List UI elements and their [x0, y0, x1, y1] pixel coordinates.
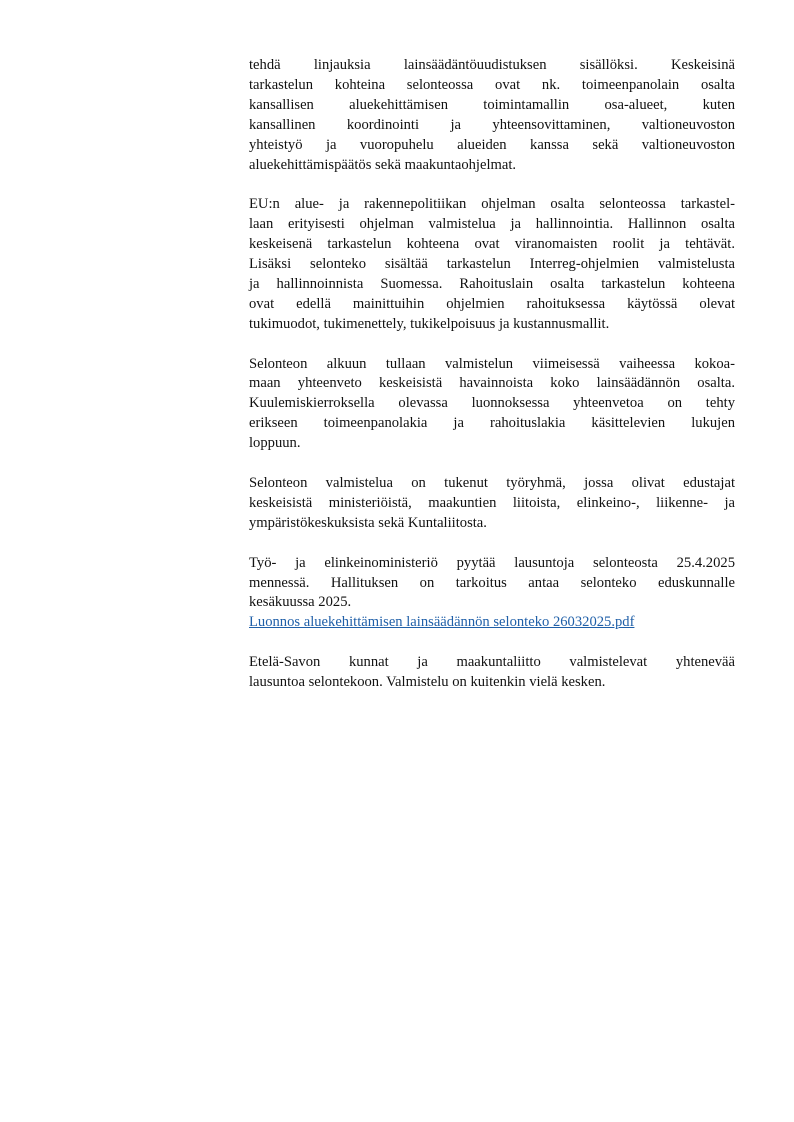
text-line: erikseen toimeenpanolakia ja rahoituslakia käsittelevien lukujen	[249, 415, 735, 432]
text-line: ja hallinnoinnista Suomessa. Rahoituslain osalta tarkastelun kohteena	[249, 275, 735, 292]
document-body	[249, 56, 735, 713]
text-line: Lisäksi selonteko sisältää tarkastelun Interreg-ohjelmien valmistelusta	[249, 256, 735, 273]
text-line: ympäristökeskuksista sekä Kuntaliitosta.	[249, 514, 487, 531]
text-line: keskeisenä tarkastelun kohteena ovat viranomaisten roolit ja tehtävät.	[249, 236, 735, 253]
text-line: tehdä linjauksia lainsäädäntöuudistuksen sisällöksi. Keskeisinä	[249, 57, 735, 73]
text-line: ovat edellä mainittuihin ohjelmien rahoituksessa käytössä olevat	[249, 295, 735, 312]
text-line: Selonteon alkuun tullaan valmistelun viimeisessä vaiheessa kokoa-	[249, 355, 735, 372]
paragraph-consultation	[249, 554, 735, 634]
draft-report-pdf-link[interactable]: Luonnos aluekehittämisen lainsäädännön selonteko 26032025.pdf	[249, 614, 635, 631]
text-line: maan yhteenveto keskeisistä havainnoista koko lainsäädännön osalta.	[249, 375, 735, 392]
text-line: yhteistyö ja vuoropuhelu alueiden kanssa sekä valtioneuvoston	[249, 136, 735, 153]
text-line: tukimuodot, tukimenettely, tukikelpoisuus ja kustannusmallit.	[249, 315, 610, 332]
text-line: Etelä-Savon kunnat ja maakuntaliitto valmistelevat yhtenevää	[249, 654, 735, 671]
paragraph-summary	[249, 355, 735, 455]
paragraph-policy-scope	[249, 56, 735, 175]
text-line: kansallisen aluekehittämisen toimintamallin osa-alueet, kuten	[249, 96, 735, 113]
paragraph-eu-programme	[249, 195, 735, 334]
paragraph-statement	[249, 653, 735, 693]
paragraph-working-group	[249, 474, 735, 534]
text-line: keskeisistä ministeriöistä, maakuntien liitoista, elinkeino-, liikenne- ja	[249, 494, 735, 511]
text-line: tarkastelun kohteina selonteossa ovat nk. toimeenpanolain osalta	[249, 76, 735, 93]
text-line: aluekehittämispäätös sekä maakuntaohjelmat.	[249, 156, 517, 173]
text-line: EU:n alue- ja rakennepolitiikan ohjelman osalta selonteossa tarkastel-	[249, 196, 735, 213]
text-line: mennessä. Hallituksen on tarkoitus antaa selonteko eduskunnalle	[249, 574, 735, 591]
text-line: laan erityisesti ohjelman valmistelua ja hallinnointia. Hallinnon osalta	[249, 216, 735, 233]
text-line: kansallinen koordinointi ja yhteensovittaminen, valtioneuvoston	[249, 116, 735, 133]
text-line: lausuntoa selontekoon. Valmistelu on kuitenkin vielä kesken.	[249, 674, 606, 691]
text-line: kesäkuussa 2025.	[249, 594, 352, 611]
text-line: loppuun.	[249, 435, 301, 452]
text-line: Työ- ja elinkeinoministeriö pyytää lausuntoja selonteosta 25.4.2025	[249, 554, 735, 571]
text-line: Selonteon valmistelua on tukenut työryhmä, jossa olivat edustajat	[249, 474, 735, 491]
text-line: Kuulemiskierroksella olevassa luonnoksessa yhteenvetoa on tehty	[249, 395, 735, 412]
